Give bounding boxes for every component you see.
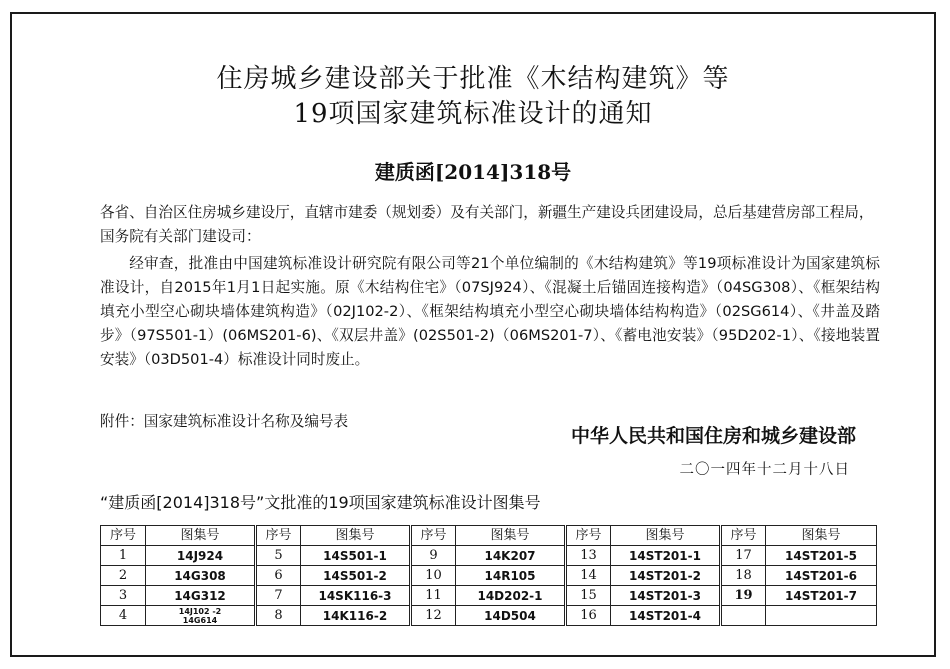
issue-date: 二〇一四年十二月十八日 (679, 462, 850, 478)
issuer-signature: 中华人民共和国住房和城乡建设部 (570, 425, 856, 447)
code-cell-combined (146, 606, 256, 626)
code-cell: 14K116-2 (301, 606, 411, 626)
seq-cell: 12 (411, 606, 456, 626)
code-cell-line1: 14J102 -2 (178, 606, 222, 616)
atlas-number-table (100, 525, 877, 626)
code-cell: 14D504 (456, 606, 566, 626)
seq-cell: 13 (566, 546, 611, 566)
seq-cell: 11 (411, 586, 456, 606)
addressees: 各省、自治区住房城乡建设厅，直辖市建委（规划委）及有关部门，新疆生产建设兵团建设局，总后基建营房部工程局，国务院有关部门建设司： (100, 204, 874, 245)
code-cell: 14ST201-1 (611, 546, 721, 566)
code-cell: 14ST201-3 (611, 586, 721, 606)
header-seq: 序号 (566, 526, 611, 546)
header-code: 图集号 (766, 526, 877, 546)
attachment-note: 附件：国家建筑标准设计名称及编号表 (100, 413, 349, 430)
table-row (101, 546, 877, 566)
seq-cell: 6 (256, 566, 301, 586)
seq-cell: 19 (721, 586, 766, 606)
header-code: 图集号 (301, 526, 411, 546)
seq-cell: 15 (566, 586, 611, 606)
notice-body: 经审查，批准由中国建筑标准设计研究院有限公司等21个单位编制的《木结构建筑》等19项标准设计为国家建筑标准设计，自2015年1月1日起实施。原《木结构住宅》（07SJ924）、《混凝土后锚固连接构造》（04SG308）、《框架结构填充小型空心砌块墙体建筑构造》（02J102-2）、《框架结构填充小型空心砌块墙体结构构造》（02SG614）、《井盖及踏步》（97S501-1）(06MS201-6)、《双层井盖》(02S501-2)（06MS201-7）、《蓄电池安装》（95D202-1）、《接地装置安装》（03D501-4）标准设计同时废止。 (100, 255, 880, 368)
code-cell: 14ST201-2 (611, 566, 721, 586)
code-cell: 14G312 (146, 586, 256, 606)
header-seq: 序号 (721, 526, 766, 546)
header-code: 图集号 (146, 526, 256, 546)
seq-cell: 3 (101, 586, 146, 606)
notice-title-line2: 19项国家建筑标准设计的通知 (293, 99, 653, 129)
seq-cell: 1 (101, 546, 146, 566)
code-cell: 14K207 (456, 546, 566, 566)
header-code: 图集号 (611, 526, 721, 546)
header-seq: 序号 (101, 526, 146, 546)
seq-cell-empty (721, 606, 766, 626)
code-cell: 14ST201-7 (766, 586, 877, 606)
seq-cell: 9 (411, 546, 456, 566)
seq-cell: 16 (566, 606, 611, 626)
code-cell: 14D202-1 (456, 586, 566, 606)
code-cell: 14J924 (146, 546, 256, 566)
table-row (101, 566, 877, 586)
code-cell-line2: 14G614 (182, 615, 218, 625)
code-cell: 14ST201-4 (611, 606, 721, 626)
code-cell-empty (766, 606, 877, 626)
seq-cell: 4 (101, 606, 146, 626)
header-seq: 序号 (256, 526, 301, 546)
seq-cell: 8 (256, 606, 301, 626)
seq-cell: 10 (411, 566, 456, 586)
code-cell: 14R105 (456, 566, 566, 586)
table-row (101, 606, 877, 626)
header-code: 图集号 (456, 526, 566, 546)
seq-cell: 7 (256, 586, 301, 606)
notice-title-line1: 住房城乡建设部关于批准《木结构建筑》等 (216, 64, 730, 94)
code-cell: 14S501-2 (301, 566, 411, 586)
seq-cell: 14 (566, 566, 611, 586)
document-number: 建质函[2014]318号 (374, 160, 572, 184)
seq-cell: 17 (721, 546, 766, 566)
seq-cell: 2 (101, 566, 146, 586)
header-seq: 序号 (411, 526, 456, 546)
code-cell: 14ST201-5 (766, 546, 877, 566)
document-frame (10, 12, 936, 657)
table-caption: “建质函[2014]318号”文批准的19项国家建筑标准设计图集号 (100, 493, 541, 512)
table-row (101, 586, 877, 606)
seq-cell: 5 (256, 546, 301, 566)
code-cell: 14ST201-6 (766, 566, 877, 586)
code-cell: 14S501-1 (301, 546, 411, 566)
code-cell: 14SK116-3 (301, 586, 411, 606)
table-header-row (101, 526, 877, 546)
seq-cell: 18 (721, 566, 766, 586)
code-cell: 14G308 (146, 566, 256, 586)
